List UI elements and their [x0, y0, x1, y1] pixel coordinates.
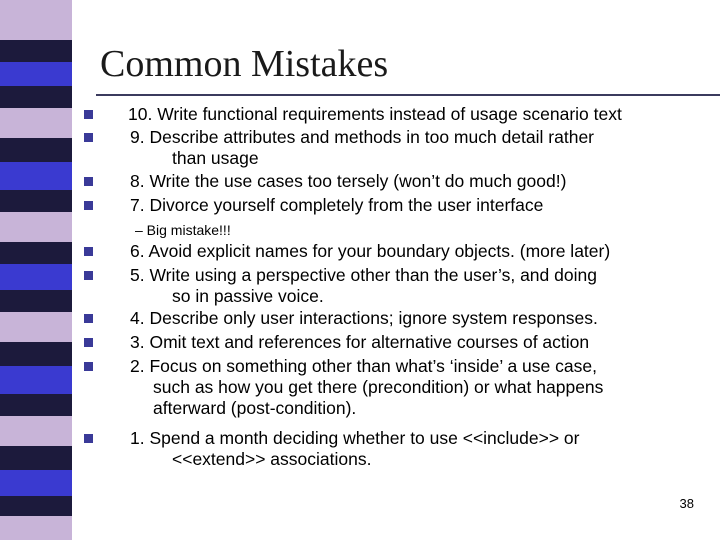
- bullet-text: 6. Avoid explicit names for your boundary objects. (more later): [130, 241, 611, 261]
- bullet-text: 2. Focus on something other than what’s ‘inside’ a use case,: [130, 356, 597, 376]
- bullet-text: 3. Omit text and references for alternative courses of action: [130, 332, 590, 352]
- bullet-marker: [84, 133, 93, 142]
- bullet-marker: [84, 434, 93, 443]
- bullet-text: 8. Write the use cases too tersely (won’t do much good!): [130, 171, 567, 191]
- bullet-marker: [84, 362, 93, 371]
- bullet-text: 4. Describe only user interactions; ignore system responses.: [130, 308, 598, 328]
- bullet-text: such as how you get there (precondition) or what happens: [153, 377, 604, 397]
- bullet-marker: [84, 110, 93, 119]
- bullet-text: so in passive voice.: [172, 286, 324, 306]
- bullet-text: 5. Write using a perspective other than the user’s, and doing: [130, 265, 597, 285]
- bullet-marker: [84, 338, 93, 347]
- bullet-text: 7. Divorce yourself completely from the user interface: [130, 195, 544, 215]
- bullet-marker: [84, 271, 93, 280]
- bullet-text: than usage: [172, 148, 259, 168]
- bullet-text: 10. Write functional requirements instead of usage scenario text: [128, 104, 622, 124]
- slide-title: Common Mistakes: [100, 43, 389, 85]
- bullet-text: 1. Spend a month deciding whether to use <<include>> or: [130, 428, 580, 448]
- bullet-marker: [84, 201, 93, 210]
- bullet-marker: [84, 314, 93, 323]
- bullet-marker: [84, 247, 93, 256]
- bullet-text: afterward (post-condition).: [153, 398, 357, 418]
- bullet-text: <<extend>> associations.: [172, 449, 372, 469]
- page-number: 38: [679, 496, 694, 511]
- bullet-text: 9. Describe attributes and methods in too much detail rather: [130, 127, 594, 147]
- bullet-marker: [84, 177, 93, 186]
- sub-bullet-text: – Big mistake!!!: [135, 222, 231, 238]
